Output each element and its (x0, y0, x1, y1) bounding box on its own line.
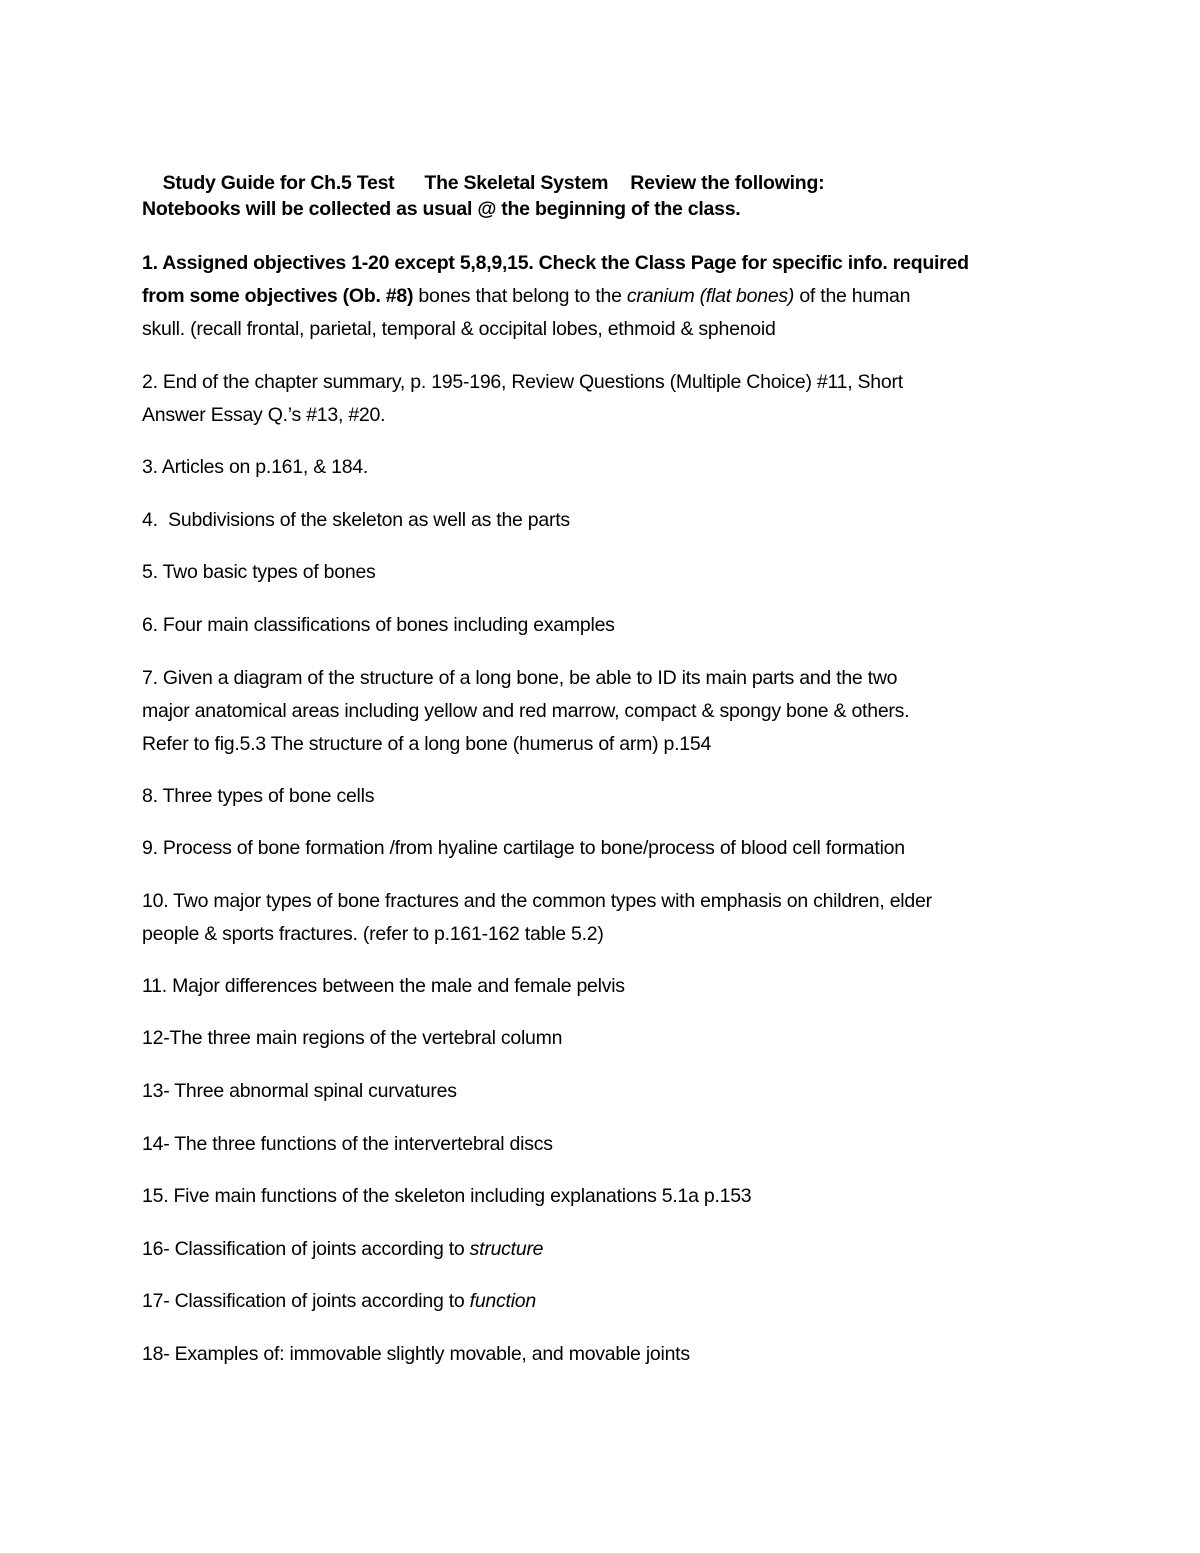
item-10-line-2: people & sports fractures. (refer to p.161-162 table 5.2) (142, 923, 604, 945)
title-part-3: Review the following: (630, 172, 825, 194)
item-8: 8. Three types of bone cells (142, 785, 375, 807)
item-14: 14- The three functions of the intervertebral discs (142, 1133, 553, 1155)
item-1-line-3: skull. (recall frontal, parietal, temporal & occipital lobes, ethmoid & sphenoid (142, 318, 776, 340)
item-1-text-b: of the human (794, 285, 911, 307)
item-16-text: 16- Classification of joints according to (142, 1238, 470, 1260)
item-4: 4. Subdivisions of the skeleton as well as the parts (142, 509, 570, 531)
title-part-1: Study Guide for Ch.5 Test (162, 172, 395, 194)
item-7-line-2: major anatomical areas including yellow and red marrow, compact & spongy bone & others. (142, 700, 910, 722)
item-16 (142, 1236, 543, 1262)
item-17-italic: function (469, 1290, 536, 1312)
item-1-bold-ref: from some objectives (Ob. #8) (142, 285, 414, 307)
item-3: 3. Articles on p.161, & 184. (142, 456, 369, 478)
item-1-italic: cranium (flat bones) (626, 285, 795, 307)
item-16-italic: structure (469, 1238, 544, 1260)
item-15: 15. Five main functions of the skeleton including explanations 5.1a p.153 (142, 1185, 752, 1207)
item-6: 6. Four main classifications of bones including examples (142, 614, 615, 636)
item-5: 5. Two basic types of bones (142, 561, 376, 583)
item-2-line-1: 2. End of the chapter summary, p. 195-196, Review Questions (Multiple Choice) #11, Short (142, 371, 903, 393)
item-7-line-1: 7. Given a diagram of the structure of a long bone, be able to ID its main parts and the two (142, 667, 898, 689)
item-7-line-3: Refer to fig.5.3 The structure of a long bone (humerus of arm) p.154 (142, 733, 712, 755)
item-10-line-1: 10. Two major types of bone fractures and the common types with emphasis on children, elder (142, 890, 932, 912)
title-part-2: The Skeletal System (424, 172, 609, 194)
item-1-line-2 (142, 283, 910, 309)
item-9: 9. Process of bone formation /from hyaline cartilage to bone/process of blood cell formation (142, 837, 905, 859)
item-17 (142, 1288, 536, 1314)
item-12: 12-The three main regions of the vertebral column (142, 1027, 563, 1049)
item-17-text: 17- Classification of joints according to (142, 1290, 470, 1312)
item-1-line-1: 1. Assigned objectives 1-20 except 5,8,9,15. Check the Class Page for specific info. required (142, 252, 969, 274)
item-13: 13- Three abnormal spinal curvatures (142, 1080, 457, 1102)
notice-line: Notebooks will be collected as usual @ the beginning of the class. (142, 198, 741, 220)
item-18: 18- Examples of: immovable slightly movable, and movable joints (142, 1343, 690, 1365)
item-1-text-a: bones that belong to the (413, 285, 627, 307)
item-2-line-2: Answer Essay Q.’s #13, #20. (142, 404, 386, 426)
item-11: 11. Major differences between the male and female pelvis (142, 975, 625, 997)
